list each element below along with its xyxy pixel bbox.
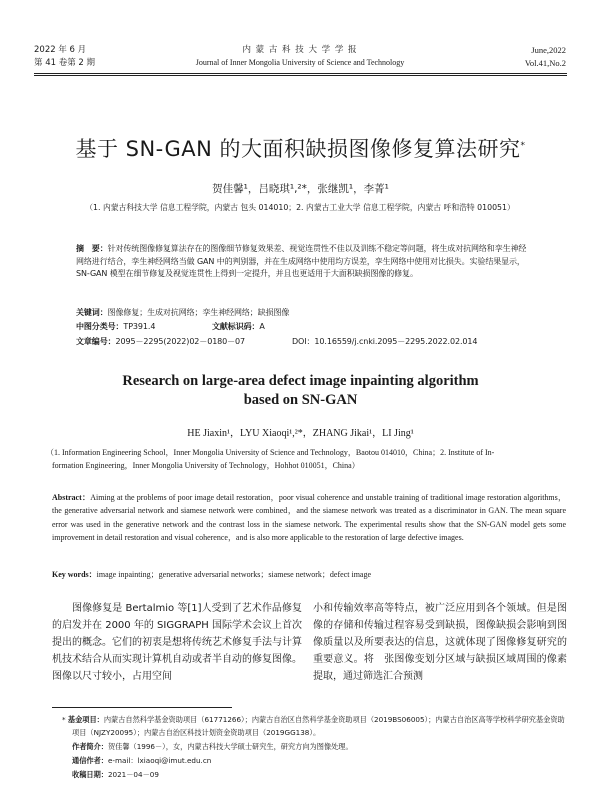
cn-title-text: 基于 SN-GAN 的大面积缺损图像修复算法研究 — [75, 137, 521, 161]
footnote-contact-label: 通信作者： — [72, 756, 108, 765]
cn-keywords-text: 图像修复；生成对抗网络；孪生神经网络；缺损图像 — [107, 308, 290, 317]
en-abstract — [52, 491, 566, 545]
cn-doi-label: DOI： — [292, 337, 315, 346]
en-keywords-label: Key words： — [52, 570, 97, 579]
cn-clc-label: 中图分类号： — [76, 322, 124, 331]
cn-abstract-label: 摘 要： — [76, 244, 108, 253]
cn-abstract — [76, 243, 528, 281]
cn-affiliation: （1. 内蒙古科技大学 信息工程学院，内蒙古 包头 014010；2. 内蒙古工业大学 信息工程学院，内蒙古 呼和浩特 010051） — [85, 203, 515, 212]
footnote-author-label: 作者简介： — [72, 742, 108, 751]
header-date-en: June,2022 — [531, 45, 566, 55]
footnote-author — [72, 740, 567, 753]
header-journal-en: Journal of Inner Mongolia University of Science and Technology — [195, 58, 405, 67]
header-date-cn: 2022 年 6 月 — [34, 45, 87, 55]
en-title-line1: Research on large-area defect image inpainting algorithm — [122, 373, 479, 389]
body-left-column: 图像修复是 Bertalmio 等[1]人受到了艺术作品修复的启发并在 2000 年的 SIGGRAPH 国际学术会议上首次提出的概念。它们的初衷是想将传统艺术修复手法与计算机技术结合从而实现计算机自动或者半自动的修复图像。图像以尺寸较小，占用空间 — [52, 603, 302, 682]
en-keywords — [52, 568, 566, 581]
footnote-fund-label: 基金项目： — [67, 715, 104, 724]
body-right-column: 小和传输效率高等特点，被广泛应用到各个领域。但是图像的存储和传输过程容易受到缺损，图像缺损会影响到图像质量以及所要表达的信息，这就体现了图像修复研究的重要意义。将 张图像变划分区域与缺损区域周围的像素提取，通过筛选汇合预测 — [313, 603, 567, 682]
cn-keywords-label: 关键词： — [76, 308, 108, 317]
footnote-contact — [72, 754, 567, 767]
footnote-received-text: 2021－04－09 — [107, 770, 159, 779]
en-abstract-text: Aiming at the problems of poor image detail restoration，poor visual coherence and unstable training of traditional image restoration algorithms，the generative adversarial network and siamese network were combined，and the siamese network was treated as a discriminator in GAN. The mean square error was used in the generative network and the contrast loss in the siamese network. The experimental results show that the SN-GAN model gets some improvement in detail restoration and visual coherence，and is also more applicable to the restoration of large defective images. — [52, 493, 566, 543]
footnote-bullet: * — [62, 715, 68, 724]
en-affiliation-line1: （1. Information Engineering School，Inner Mongolia University of Science and Technology，Baotou 014010，China；2. Institute of In- — [46, 448, 495, 457]
en-authors: HE Jiaxin¹，LYU Xiaoqi¹,²*，ZHANG Jikai¹，LI Jing¹ — [187, 428, 414, 439]
cn-abstract-text: 针对传统图像修复算法存在的图像细节修复效果差、视觉连贯性不佳以及训练不稳定等问题，将生成对抗网络和孪生神经网络进行结合，孪生神经网络当做 GAN 中的判别器，并在生成网络中使用均方误差，孪生网络中使用对比损失。实验结果显示，SN-GAN 模型在细节修复及视觉连贯性上得到一定提升，并且也更适用于大面积缺损图像的修复。 — [76, 244, 527, 278]
cn-clc — [76, 321, 155, 334]
header-rule — [34, 73, 567, 74]
header-volume-cn: 第 41 卷第 2 期 — [34, 58, 96, 68]
en-affiliation-line2: formation Engineering，Inner Mongolia University of Technology，Hohhot 010051，China） — [52, 461, 360, 470]
footnote-author-text: 贺佳馨（1996－），女，内蒙古科技大学硕士研究生，研究方向为图像处理。 — [107, 742, 353, 751]
footnote-contact-text: e-mail：lxiaoqi@imut.edu.cn — [107, 756, 212, 765]
en-keywords-text: image inpainting；generative adversarial networks；siamese network；defect image — [96, 570, 372, 579]
cn-title-footnote-mark: * — [520, 141, 526, 151]
header-volume-en: Vol.41,No.2 — [524, 58, 566, 68]
footnote-received-label: 收稿日期： — [72, 770, 108, 779]
footnote-received — [72, 768, 567, 781]
cn-doc-code-label: 文献标识码： — [212, 322, 260, 331]
cn-keywords — [76, 307, 528, 320]
cn-clc-value: TP391.4 — [123, 322, 156, 331]
footnote-fund-text: 内蒙古自然科学基金资助项目（61771266）；内蒙古自治区自然科学基金资助项目（2019BS06005）；内蒙古自治区高等学校科学研究基金资助项目（NJZY20095）；内蒙古自治区科技计划资金资助项目（2019GG138）。 — [72, 715, 565, 737]
footnote-fund — [62, 713, 567, 739]
cn-authors: 贺佳馨¹，吕晓琪¹,²*，张继凯¹，李菁¹ — [212, 183, 389, 195]
header-rule-thin — [34, 75, 567, 76]
cn-doc-code-value: A — [259, 322, 265, 331]
header-journal-cn: 内 蒙 古 科 技 大 学 学 报 — [242, 45, 358, 55]
cn-title — [34, 132, 567, 163]
cn-article-no — [76, 336, 245, 349]
cn-article-no-label: 文章编号： — [76, 337, 116, 346]
en-abstract-label: Abstract： — [52, 493, 91, 502]
cn-doi-value: 10.16559/j.cnki.2095－2295.2022.02.014 — [314, 337, 478, 346]
footnote-rule — [52, 707, 232, 708]
cn-article-no-value: 2095－2295(2022)02－0180－07 — [115, 337, 246, 346]
cn-doc-code — [212, 321, 265, 334]
cn-doi — [292, 336, 477, 349]
en-title-line2: based on SN-GAN — [243, 392, 358, 408]
